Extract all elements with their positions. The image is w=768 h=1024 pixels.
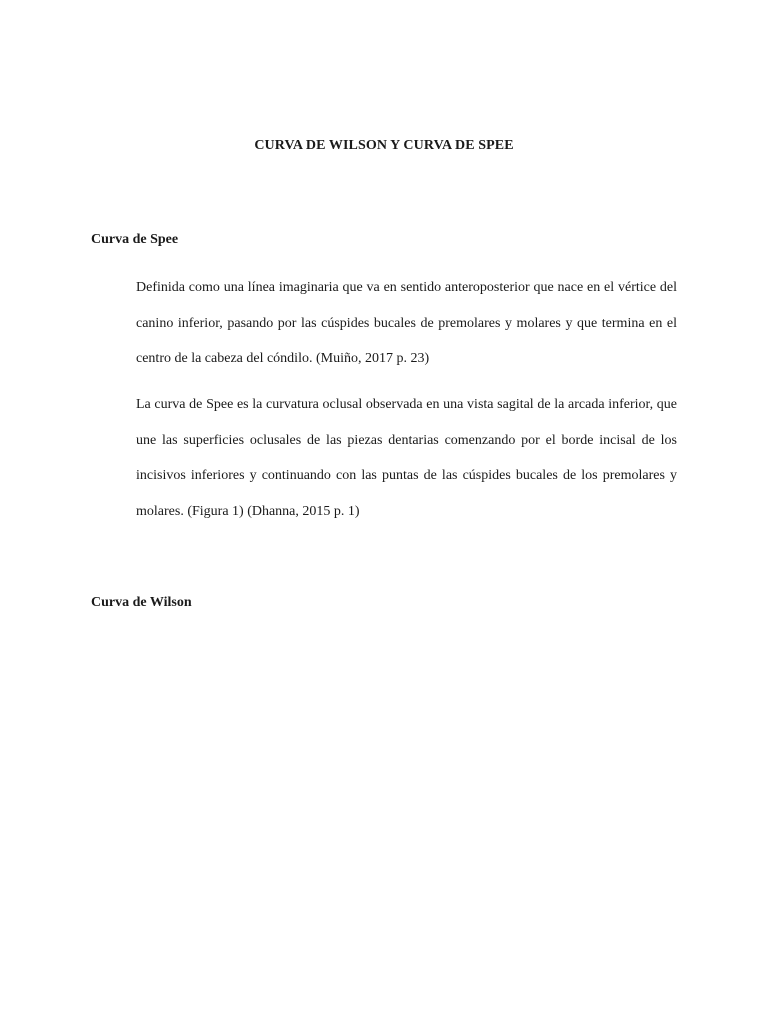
paragraph: La curva de Spee es la curvatura oclusal observada en una vista sagital de la arcada inferior, que une las superficies oclusales de las piezas dentarias comenzando por el borde incisal de los incisivos inferiores y continuando con las puntas de las cúspides bucales de los premolares y molares. (Figura 1) (Dhanna, 2015 p. 1) — [136, 397, 677, 519]
section-heading-curva-de-wilson: Curva de Wilson — [91, 595, 192, 610]
paragraph: Definida como una línea imaginaria que va en sentido anteroposterior que nace en el vértice del canino inferior, pasando por las cúspides bucales de premolares y molares y que termina en el centro de la cabeza del cóndilo. (Muiño, 2017 p. 23) — [136, 280, 677, 366]
document-title: CURVA DE WILSON Y CURVA DE SPEE — [254, 138, 514, 153]
section-heading-curva-de-spee: Curva de Spee — [91, 232, 179, 247]
